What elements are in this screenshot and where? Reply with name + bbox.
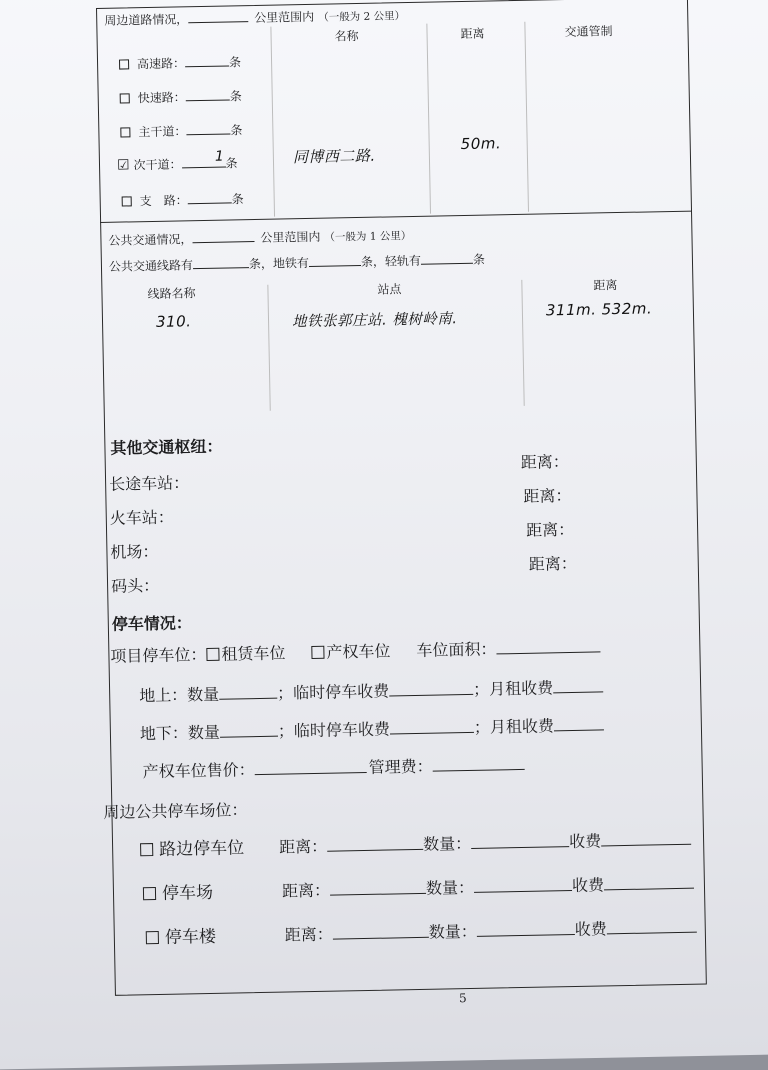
- branch-checkbox[interactable]: [122, 196, 132, 206]
- area-label: 车位面积：: [416, 639, 497, 660]
- road-range-note: （一般为 2 公里）: [318, 10, 406, 24]
- hub-distance-label: 距离：: [528, 553, 577, 574]
- road-type-label: 支 路：: [139, 193, 188, 209]
- transit-entry-line: 310.: [155, 312, 192, 331]
- road-unit: 条: [230, 123, 243, 138]
- roadside-distance-blank[interactable]: [327, 848, 423, 852]
- road-range-blank[interactable]: [188, 20, 248, 23]
- parking-garage-fee-blank[interactable]: [607, 931, 697, 935]
- project-parking-label: 项目停车位：: [110, 645, 207, 666]
- light-rail-prefix: ，轻轨有: [372, 253, 422, 269]
- fee-label: 收费: [574, 919, 608, 939]
- parking-lot-distance-blank[interactable]: [330, 892, 426, 896]
- light-rail-blank[interactable]: [421, 262, 473, 265]
- parking-garage-quantity-blank[interactable]: [477, 933, 575, 937]
- below-quantity-blank[interactable]: [220, 735, 278, 738]
- road-title: 周边道路情况，: [104, 12, 189, 28]
- roadside-checkbox[interactable]: [140, 843, 153, 856]
- above-monthly-fee-blank[interactable]: [553, 690, 603, 693]
- area-blank[interactable]: [497, 650, 601, 654]
- parking-lot-checkbox[interactable]: [143, 887, 156, 900]
- mgmt-fee-label: 管理费：: [368, 756, 433, 777]
- road-unit: 条: [231, 192, 244, 207]
- rental-checkbox[interactable]: [206, 648, 219, 661]
- road-entry-name: 同博西二路.: [292, 146, 376, 167]
- road-row-highway: [119, 53, 241, 72]
- parking-lot-fee-blank[interactable]: [604, 887, 694, 891]
- quantity-label: 数量：: [422, 833, 472, 854]
- below-monthly-fee-blank[interactable]: [554, 728, 604, 731]
- distance-label: 距离：: [284, 924, 334, 945]
- page-number: 5: [458, 991, 467, 1006]
- parking-garage-checkbox[interactable]: [146, 931, 159, 944]
- road-range-label: 公里范围内: [254, 9, 315, 25]
- price-blank[interactable]: [255, 771, 367, 775]
- road-col-name: 名称: [334, 28, 359, 44]
- above-temp-fee-blank[interactable]: [389, 693, 473, 697]
- transit-unit: 条: [360, 254, 374, 269]
- road-unit: 条: [225, 156, 238, 171]
- road-unit: 条: [229, 89, 242, 104]
- mgmt-fee-blank[interactable]: [433, 768, 525, 772]
- arterial-count-blank[interactable]: [186, 132, 230, 135]
- highway-count-blank[interactable]: [185, 64, 229, 67]
- parking-lot-quantity-blank[interactable]: [474, 889, 572, 893]
- above-quantity-blank[interactable]: [219, 697, 277, 700]
- quantity-label: 数量：: [428, 921, 478, 942]
- road-type-label: 快速路：: [137, 90, 186, 106]
- temp-fee-label: ；临时停车收费: [277, 719, 391, 741]
- transit-col-stop: 站点: [377, 282, 402, 297]
- rental-label: 租赁车位: [221, 643, 286, 664]
- expressway-count-blank[interactable]: [186, 98, 230, 101]
- below-ground-label: 地下：数量: [139, 722, 221, 744]
- parking-title: 停车情况：: [111, 613, 193, 634]
- public-item-label: 停车楼: [164, 926, 217, 948]
- hub-distance-label: 距离：: [523, 485, 572, 506]
- hub-airport: 机场：: [110, 541, 159, 562]
- public-item-label: 路边停车位: [158, 838, 245, 860]
- fee-label: 收费: [568, 831, 602, 852]
- road-unit: 条: [228, 55, 242, 70]
- price-label: 产权车位售价：: [142, 760, 255, 782]
- metro-lines-blank[interactable]: [309, 264, 361, 267]
- hub-port: 码头：: [110, 575, 160, 596]
- road-row-expressway: [120, 87, 242, 106]
- public-item-label: 停车场: [161, 882, 214, 904]
- bus-lines-blank[interactable]: [193, 266, 249, 269]
- distance-label: 距离：: [278, 836, 328, 857]
- hub-distance-label: 距离：: [525, 519, 575, 540]
- above-ground-label: 地上：数量: [139, 684, 220, 706]
- temp-fee-label: ；临时停车收费: [277, 681, 390, 703]
- transit-title: 公共交通情况，: [108, 232, 193, 248]
- transit-range-blank[interactable]: [193, 240, 255, 243]
- road-col-control: 交通管制: [564, 24, 613, 40]
- transit-lines-prefix: 公共交通线路有: [108, 258, 194, 274]
- ownership-checkbox[interactable]: [311, 646, 324, 659]
- transit-unit: 条: [472, 252, 486, 267]
- secondary-checkbox-checked[interactable]: ☑: [116, 157, 130, 174]
- transit-col-distance: 距离: [593, 278, 618, 293]
- monthly-fee-label: ；月租收费: [473, 716, 555, 737]
- below-temp-fee-blank[interactable]: [390, 731, 474, 735]
- transit-range-label: 公里范围内: [260, 229, 321, 245]
- road-entry-distance: 50m.: [460, 134, 502, 154]
- road-row-arterial: [120, 121, 242, 140]
- public-parking-title: 周边公共停车场位：: [103, 800, 248, 823]
- expressway-checkbox[interactable]: [120, 93, 130, 103]
- parking-garage-distance-blank[interactable]: [333, 936, 429, 940]
- branch-count-blank[interactable]: [188, 201, 232, 204]
- ownership-label: 产权车位: [326, 641, 391, 662]
- road-row-branch: [122, 190, 244, 209]
- transit-entry-stop: 地铁张郭庄站. 槐树岭南.: [291, 311, 458, 331]
- roadside-quantity-blank[interactable]: [471, 845, 569, 849]
- roadside-fee-blank[interactable]: [601, 843, 691, 847]
- highway-checkbox[interactable]: [119, 59, 129, 69]
- secondary-count-value: 1: [214, 148, 225, 165]
- transit-col-line: 线路名称: [147, 286, 196, 302]
- hub-distance-label: 距离：: [520, 452, 569, 472]
- transit-entry-distance: 311m. 532m.: [545, 299, 653, 320]
- hub-train-station: 火车站：: [109, 507, 174, 528]
- quantity-label: 数量：: [425, 877, 475, 898]
- road-col-distance: 距离: [460, 26, 485, 42]
- hubs-title: 其他交通枢纽：: [110, 436, 223, 458]
- hub-coach-station: 长途车站：: [108, 473, 190, 494]
- metro-prefix: ，地铁有: [260, 255, 310, 271]
- fee-label: 收费: [571, 875, 605, 896]
- road-type-label: 次干道：: [133, 157, 182, 173]
- arterial-checkbox[interactable]: [120, 127, 130, 137]
- monthly-fee-label: ；月租收费: [472, 678, 554, 699]
- road-type-label: 高速路：: [136, 56, 186, 72]
- distance-label: 距离：: [281, 880, 331, 901]
- secondary-count-blank[interactable]: [182, 166, 226, 169]
- transit-unit: 条: [248, 256, 262, 272]
- transit-range-note: （一般为 1 公里）: [324, 229, 412, 244]
- road-type-label: 主干道：: [138, 124, 187, 140]
